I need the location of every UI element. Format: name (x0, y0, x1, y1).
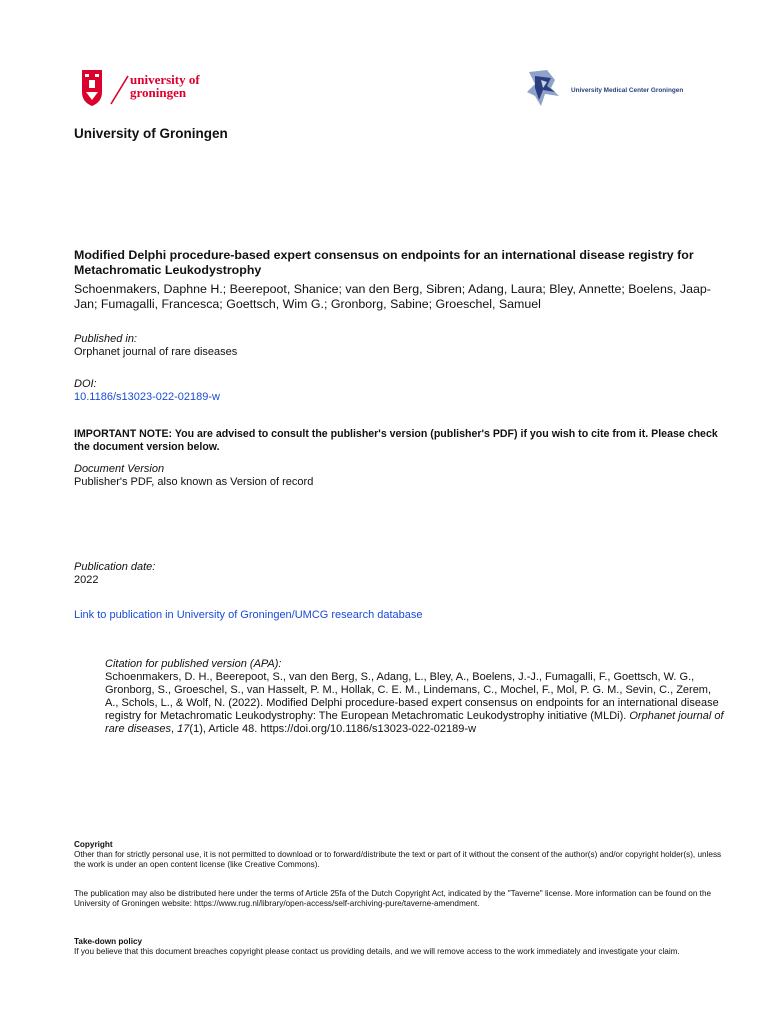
takedown-block (74, 937, 724, 957)
author-list: Schoenmakers, Daphne H.; Beerepoot, Shanice; van den Berg, Sibren; Adang, Laura; Bley, Annette; Boelens, Jaap-Jan; Fumagalli, Francesca; Goettsch, Wim G.; Gronborg, Sabine; Groeschel, Samuel (74, 282, 711, 311)
umcg-bird-icon (525, 66, 695, 112)
taverne-text: The publication may also be distributed here under the terms of Article 25fa of the Dutch Copyright Act, indicated by the "Taverne" license. More information can be found on the University of Groningen website: https://www.rug.nl/library/open-access/self-archiving-pure/taverne-amendment. (74, 889, 712, 908)
university-of-groningen-logo (78, 66, 228, 110)
document-version-value: Publisher's PDF, also known as Version of record (74, 476, 314, 488)
copyright-text: Other than for strictly personal use, it is not permitted to download or to forward/distribute the text or part of it without the consent of the author(s) and/or copyright holder(s), unless the work is under an open content license (like Creative Commons). (74, 850, 722, 869)
rug-crest-icon (78, 66, 228, 110)
citation-label: Citation for published version (APA): (105, 658, 282, 670)
document-version-block (74, 463, 724, 489)
copyright-heading: Copyright (74, 840, 113, 849)
document-version-label: Document Version (74, 463, 165, 475)
takedown-heading: Take-down policy (74, 937, 143, 946)
citation-main: Schoenmakers, D. H., Beerepoot, S., van den Berg, S., Adang, L., Bley, A., Boelens, J.-J., Fumagalli, F., Goettsch, W. G., Gronborg, S., Groeschel, S., van Hasselt, P. M., Hollak, C. E. M., Lindemans, C., Mochel, F., Mol, P. G. M., Sevin, C., Zerem, A., Schols, L., & Wolf, N. (2022). Modified Delphi procedure-based expert consensus on endpoints for an international disease registry for Metachromatic Leukodystrophy: The European Metachromatic Leukodystrophy initiative (MLDi). (105, 671, 719, 722)
citation-volume: 17 (177, 723, 190, 735)
doi-block (74, 378, 724, 404)
copyright-block (74, 840, 724, 870)
publication-date-value: 2022 (74, 574, 99, 586)
citation-journal: Orphanet journal of rare diseases (105, 710, 724, 735)
citation-issue: (1), Article 48. https://doi.org/10.1186/s13023-022-02189-w (189, 723, 477, 735)
publication-date-block (74, 561, 724, 587)
umcg-logo-text: University Medical Center Groningen (571, 87, 684, 94)
publication-date-label: Publication date: (74, 561, 156, 573)
takedown-text: If you believe that this document breaches copyright please contact us providing details, and we will remove access to the work immediately and investigate your claim. (74, 947, 680, 956)
institution-name: University of Groningen (74, 126, 228, 141)
doi-label: DOI: (74, 378, 97, 390)
doi-link[interactable]: 10.1186/s13023-022-02189-w (74, 391, 220, 403)
document-title: Modified Delphi procedure-based expert consensus on endpoints for an international disease registry for Metachromatic Leukodystrophy (74, 248, 694, 277)
rug-logo-line2: groningen (130, 85, 187, 100)
rug-logo-line1: university of (130, 72, 200, 87)
research-database-link[interactable]: Link to publication in University of Groningen/UMCG research database (74, 609, 423, 621)
published-in-label: Published in: (74, 333, 137, 345)
umcg-logo (525, 66, 695, 112)
citation-text: Schoenmakers, D. H., Beerepoot, S., van den Berg, S., Adang, L., Bley, A., Boelens, J.-J., Fumagalli, F., Goettsch, W. G., Gronborg, S., Groeschel, S., van Hasselt, P. M., Hollak, C. E. M., Lindemans, C., Mochel, F., Mol, P. G. M., Sevin, C., Zerem, A., Schols, L., & Wolf, N. (2022). Modified Delphi procedure-based expert consensus on endpoints for an international disease registry for Metachromatic Leukodystrophy: The European Metachromatic Leukodystrophy initiative (MLDi). Orphanet journal of rare diseases, 17(1), Article 48. https://doi.org/10.1186/s13023-022-02189-w (105, 671, 724, 735)
published-in-value: Orphanet journal of rare diseases (74, 346, 238, 358)
citation-block (105, 658, 725, 736)
published-in-block (74, 333, 724, 359)
important-note: IMPORTANT NOTE: You are advised to consult the publisher's version (publisher's PDF) if you wish to cite from it. Please check the document version below. (74, 428, 718, 453)
